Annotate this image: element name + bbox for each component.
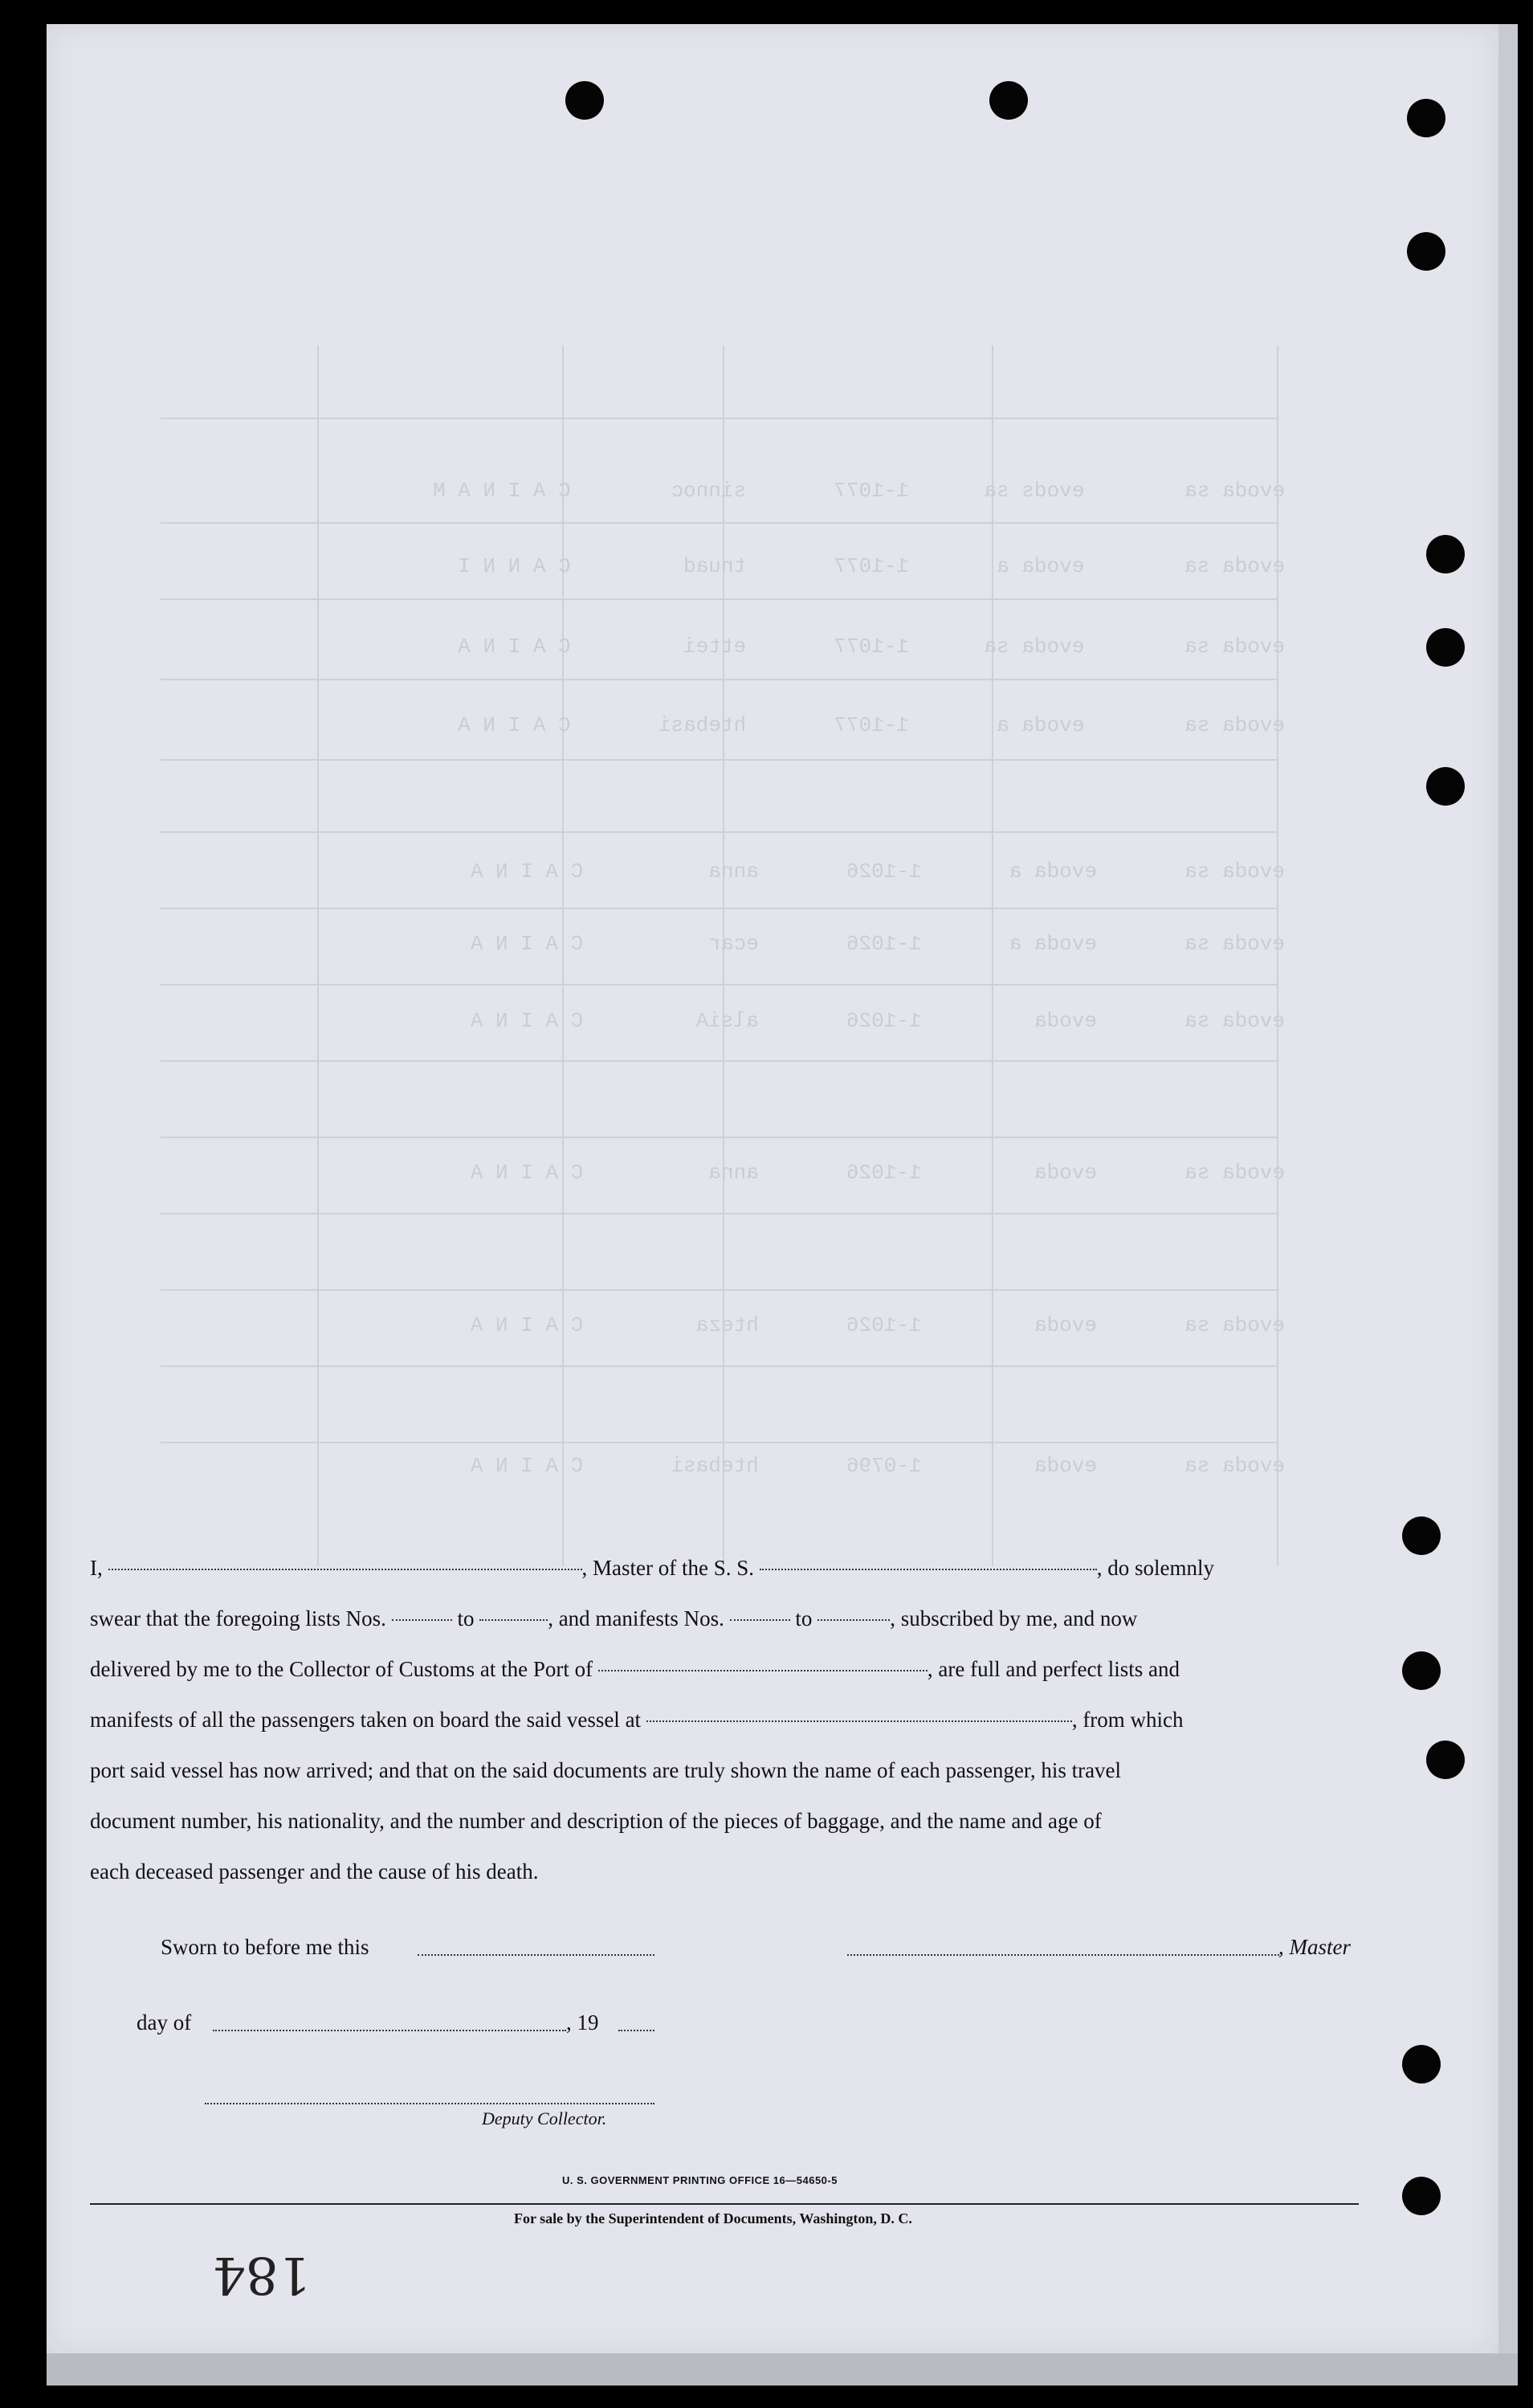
port-of-departure-field[interactable] [646, 1720, 1072, 1722]
punch-hole [989, 81, 1028, 120]
oath-line-3: delivered by me to the Collector of Customs at the Port of , are full and perfect lists and [90, 1657, 1180, 1681]
punch-hole [1402, 1651, 1441, 1690]
master-signature-field[interactable] [847, 1954, 1279, 1956]
deputy-collector-label: Deputy Collector. [482, 2108, 607, 2128]
master-name-field[interactable] [108, 1569, 582, 1570]
punch-hole [1407, 99, 1445, 137]
page-edge-bottom [47, 2353, 1518, 2386]
page-edge-right [1498, 24, 1518, 2353]
footer-rule [90, 2203, 1359, 2205]
printing-office-imprint: U. S. GOVERNMENT PRINTING OFFICE 16—54650-5 [562, 2174, 838, 2186]
list-no-to-field[interactable] [479, 1619, 548, 1621]
port-of-arrival-field[interactable] [598, 1670, 928, 1671]
handwritten-page-number: 184 [213, 2245, 312, 2304]
oath-line-1: I, , Master of the S. S. , do solemnly [90, 1556, 1214, 1580]
punch-hole [1402, 2045, 1441, 2084]
oath-line-2: swear that the foregoing lists Nos. to , and manifests Nos. to , subscribed by me, and now [90, 1606, 1138, 1631]
sworn-date-field[interactable] [418, 1954, 654, 1956]
oath-line-4: manifests of all the passengers taken on board the said vessel at , from which [90, 1708, 1184, 1732]
document-page [47, 24, 1498, 2353]
punch-hole [1426, 767, 1465, 806]
sworn-label: Sworn to before me this [161, 1935, 369, 1959]
oath-line-7: each deceased passenger and the cause of his death. [90, 1859, 539, 1884]
master-label: , Master [1278, 1935, 1351, 1959]
day-of-label: day of [137, 2010, 192, 2035]
deputy-collector-signature-field[interactable] [205, 2103, 654, 2104]
punch-hole [1402, 1516, 1441, 1555]
year-field[interactable] [618, 2030, 654, 2031]
vessel-name-field[interactable] [760, 1569, 1097, 1570]
manifest-no-from-field[interactable] [730, 1619, 790, 1621]
oath-line-5: port said vessel has now arrived; and that on the said documents are truly shown the name of each passenger, his travel [90, 1758, 1122, 1782]
oath-line-6: document number, his nationality, and the number and description of the pieces of baggage, and the name and age of [90, 1809, 1102, 1833]
punch-hole [1407, 232, 1445, 271]
year-label: , 19 [566, 2010, 599, 2035]
list-no-from-field[interactable] [392, 1619, 452, 1621]
master-oath-declaration [90, 1543, 1364, 1897]
for-sale-notice: For sale by the Superintendent of Documents, Washington, D. C. [514, 2210, 912, 2226]
month-field[interactable] [213, 2030, 566, 2031]
punch-hole [1426, 1741, 1465, 1779]
punch-hole [1426, 535, 1465, 573]
punch-hole [565, 81, 604, 120]
manifest-no-to-field[interactable] [817, 1619, 890, 1621]
punch-hole [1426, 628, 1465, 667]
punch-hole [1402, 2177, 1441, 2215]
